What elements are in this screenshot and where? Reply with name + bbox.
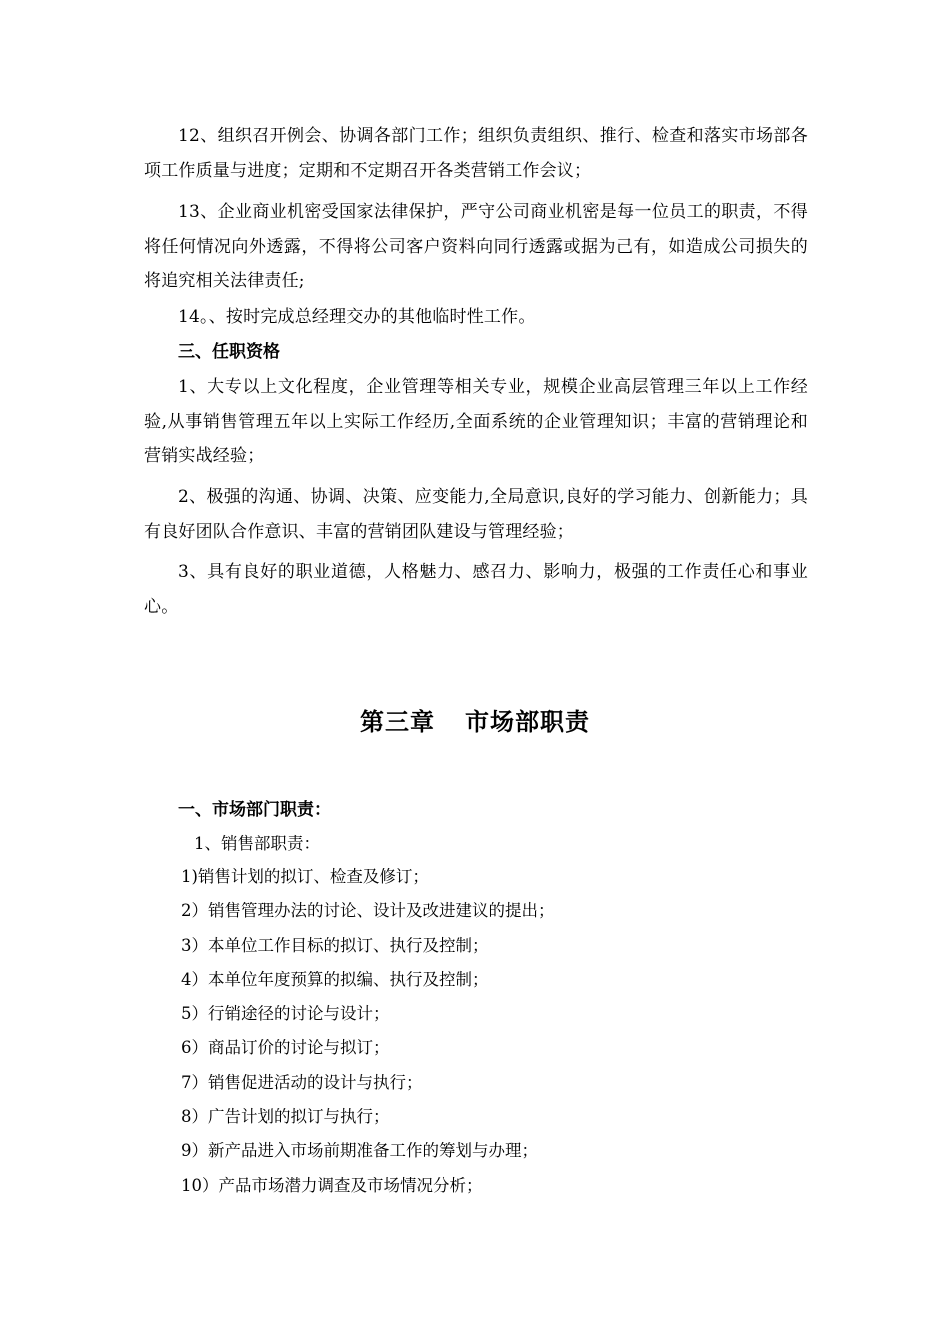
list-item: 5）行销途径的讨论与设计； — [181, 1004, 390, 1024]
list-item: 9）新产品进入市场前期准备工作的筹划与办理； — [181, 1141, 538, 1161]
chapter-title — [0, 700, 950, 744]
list-item: 6）商品订价的讨论与拟订； — [181, 1038, 390, 1058]
list-item: 1)销售计划的拟订、检查及修订； — [181, 867, 429, 886]
list-item: 3）本单位工作目标的拟订、执行及控制； — [181, 935, 489, 955]
list-item: 2）销售管理办法的讨论、设计及改进建议的提出； — [181, 901, 555, 921]
paragraph-item-13: 13、企业商业机密受国家法律保护，严守公司商业机密是每一位员工的职责，不得将任何情况向外透露，不得将公司客户资料向同行透露或据为己有，如造成公司损失的将追究相关法律责任; — [144, 202, 808, 291]
paragraph-item-14: 14。、按时完成总经理交办的其他临时性工作。 — [178, 307, 536, 327]
list-item: 4）本单位年度预算的拟编、执行及控制； — [181, 969, 489, 989]
sales-duties-list — [181, 860, 555, 1203]
chapter-name: 市场部职责 — [465, 708, 590, 736]
qualification-item-2: 2、极强的沟通、协调、决策、应变能力,全局意识,良好的学习能力、创新能力；具有良好团队合作意识、丰富的营销团队建设与管理经验； — [144, 487, 808, 542]
subheading-sales-duties: 1、销售部职责： — [194, 834, 320, 853]
chapter-number: 第三章 — [360, 708, 435, 736]
list-item: 7）销售促进活动的设计与执行； — [181, 1072, 423, 1092]
list-item: 8）广告计划的拟订与执行； — [181, 1107, 390, 1127]
paragraph-item-12: 12、组织召开例会、协调各部门工作；组织负责组织、推行、检查和落实市场部各项工作质量与进度；定期和不定期召开各类营销工作会议； — [144, 126, 808, 181]
qualification-item-1: 1、大专以上文化程度，企业管理等相关专业，规模企业高层管理三年以上工作经验,从事销售管理五年以上实际工作经历,全面系统的企业管理知识；丰富的营销理论和营销实战经验； — [144, 377, 808, 466]
section-heading-market-duties: 一、市场部门职责： — [178, 800, 331, 820]
section-heading-qualifications: 三、任职资格 — [178, 342, 280, 362]
list-item: 10）产品市场潜力调查及市场情况分析； — [181, 1175, 483, 1195]
qualification-item-3: 3、具有良好的职业道德，人格魅力、感召力、影响力，极强的工作责任心和事业心。 — [144, 562, 808, 617]
